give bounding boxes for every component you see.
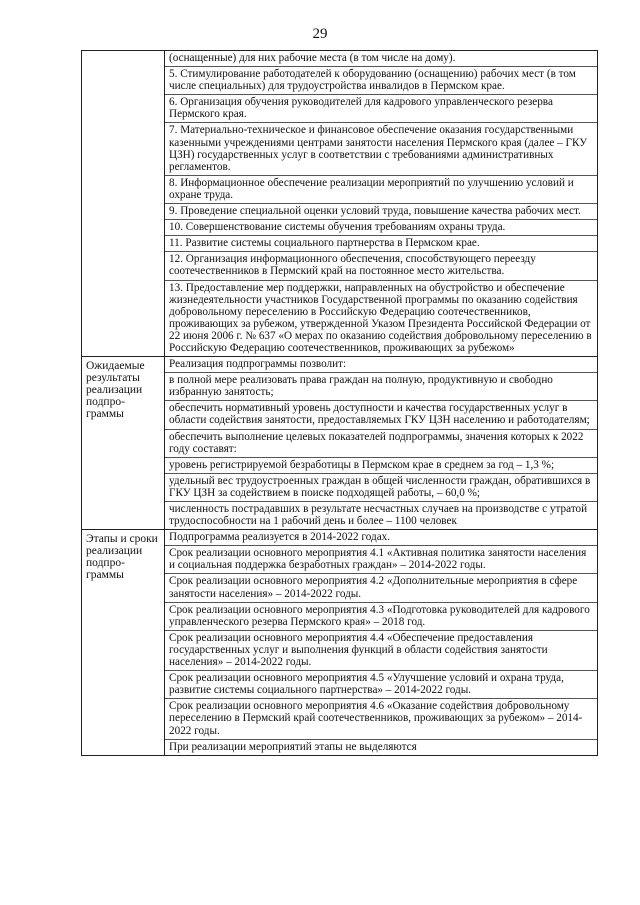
list-item: обеспечить выполнение целевых показателей подпрограммы, значения которых к 2022 году составят: [165,430,597,458]
list-item: Реализация подпрограммы позволит: [165,357,597,373]
list-item: в полной мере реализовать права граждан на полную, продуктивную и свободно избранную занятость; [165,373,597,401]
list-item: численность пострадавших в результате несчастных случаев на производстве с утратой трудоспособности на 1 рабочий день и более – 1100 человек [169,503,588,528]
row-content [165,530,598,756]
list-item: обеспечить нормативный уровень доступности и качества государственных услуг в области содействия занятости, предоставляемых ГКУ ЦЗН населению и работодателям; [165,401,597,429]
page-number: 29 [312,26,328,42]
list-item: 8. Информационное обеспечение реализации мероприятий по улучшению условий и охране труда. [165,176,597,204]
table-row [82,357,598,530]
list-item: Срок реализации основного мероприятия 4.5 «Улучшение условий и охрана труда, развитие системы социального партнерства» – 2014-2022 годы. [165,671,597,699]
list-item: Подпрограмма реализуется в 2014-2022 годах. [165,530,597,546]
list-item: При реализации мероприятий этапы не выделяются [169,740,417,753]
table-row [82,530,598,756]
list-item: Срок реализации основного мероприятия 4.4 «Обеспечение предоставления государственных услуг и выполнения функций в области содействия занятости населения» – 2014-2022 годы. [165,631,597,671]
row-content [165,51,598,357]
list-item: 9. Проведение специальной оценки условий труда, повышение качества рабочих мест. [165,204,597,220]
list-item: Срок реализации основного мероприятия 4.3 «Подготовка руководителей для кадрового управленческого резерва Пермского края» – 2018 год. [165,603,597,631]
subprogram-passport-table [81,50,598,756]
row-label: Этапы и сроки реализации подпро-граммы [82,530,165,756]
list-item: удельный вес трудоустроенных граждан в общей численности граждан, обратившихся в ГКУ ЦЗН за содействием в поиске подходящей работы, – 60,0 %; [165,474,597,502]
list-item: Срок реализации основного мероприятия 4.6 «Оказание содействия добровольному переселению в Пермский край соотечественников, проживающих за рубежом» – 2014-2022 годы. [165,699,597,739]
row-label [82,51,165,357]
list-item: 10. Совершенствование системы обучения требованиям охраны труда. [165,220,597,236]
list-item: 6. Организация обучения руководителей для кадрового управленческого резерва Пермского края. [165,95,597,123]
row-content [165,357,598,530]
list-item: 5. Стимулирование работодателей к оборудованию (оснащению) рабочих мест (в том числе специальных) для трудоустройства инвалидов в Пермском крае. [165,67,597,95]
list-item: 12. Организация информационного обеспечения, способствующего переезду соотечественников в Пермский край на постоянное место жительства. [165,252,597,280]
table-row [82,51,598,357]
list-item: 11. Развитие системы социального партнерства в Пермском крае. [165,236,597,252]
list-item: уровень регистрируемой безработицы в Пермском крае в среднем за год – 1,3 %; [165,458,597,474]
list-item: 13. Предоставление мер поддержки, направленных на обустройство и обеспечение жизнедеятельности участников Государственной программы по оказанию содействия добровольному переселению в Российскую Федерацию соотечественников, проживающих за рубежом, утвержденной Указом Президента Российской Федерации от 22 июня 2006 г. № 637 «О мерах по оказанию содействия добровольному переселению в Российскую Федерацию соотечественников, проживающих за рубежом» [169,281,592,354]
list-item: 7. Материально-техническое и финансовое обеспечение оказания государственными казенными учреждениями центрами занятости населения Пермского края (далее – ГКУ ЦЗН) государственных услуг в соответствии с требованиями административных регламентов. [165,123,597,175]
list-item: Срок реализации основного мероприятия 4.1 «Активная политика занятости населения и социальная поддержка безработных граждан» – 2014-2022 годы. [165,546,597,574]
list-item: (оснащенные) для них рабочие места (в том числе на дому). [165,51,597,67]
list-item: Срок реализации основного мероприятия 4.2 «Дополнительные мероприятия в сфере занятости населения» – 2014-2022 годы. [165,574,597,602]
row-label: Ожидаемые результаты реализации подпро-граммы [82,357,165,530]
